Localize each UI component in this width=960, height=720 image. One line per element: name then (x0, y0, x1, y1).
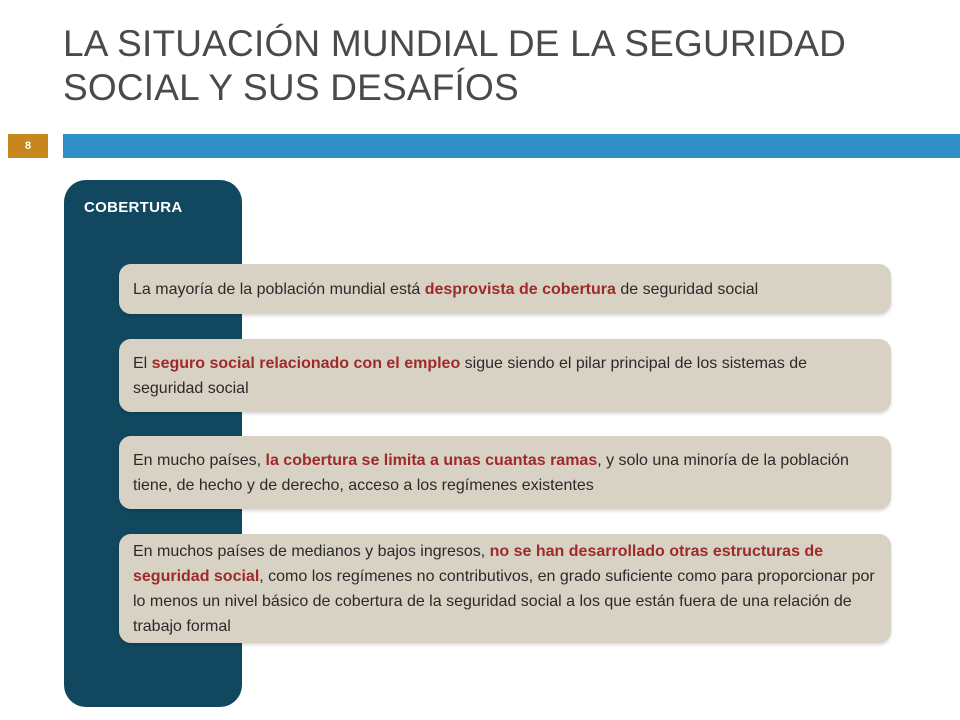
slide-title-line1: LA SITUACIÓN MUNDIAL DE LA SEGURIDAD (63, 23, 847, 64)
text-normal: de seguridad social (615, 280, 759, 298)
text-highlight: desprovista de cobertura (424, 280, 616, 298)
section-label: COBERTURA (84, 199, 183, 216)
text-normal: sigue siendo el pilar principal de los sistemas de seguridad social (133, 354, 808, 397)
coverage-point-3 (119, 436, 891, 509)
text-highlight: seguro social relacionado con el empleo (151, 354, 461, 372)
text-normal: En muchos países de medianos y bajos ingresos, (133, 542, 490, 560)
slide-title-line2: SOCIAL Y SUS DESAFÍOS (63, 67, 519, 108)
text-normal: , y solo una minoría de la población tiene, de hecho y de derecho, acceso a los regímenes existentes (133, 451, 849, 494)
text-highlight: la cobertura se limita a unas cuantas ramas (265, 451, 598, 469)
coverage-point-2 (119, 339, 891, 412)
text-normal: En mucho países, (133, 451, 266, 469)
text-normal: El (133, 354, 152, 372)
header-accent-bar (63, 134, 960, 158)
coverage-point-text (133, 351, 877, 401)
coverage-point-text (133, 277, 758, 302)
coverage-point-text (133, 539, 877, 639)
text-highlight: no se han desarrollado otras estructuras de seguridad social (133, 542, 824, 585)
slide-title (63, 22, 923, 110)
text-normal: La mayoría de la población mundial está (133, 280, 425, 298)
coverage-point-1 (119, 264, 891, 314)
text-normal: , como los regímenes no contributivos, en grado suficiente como para proporcionar por lo menos un nivel básico de cobertura de la seguridad social a los que están fuera de una relación de trabajo formal (133, 567, 875, 635)
coverage-point-4 (119, 534, 891, 643)
slide-number: 8 (8, 134, 48, 158)
coverage-point-text (133, 448, 877, 498)
